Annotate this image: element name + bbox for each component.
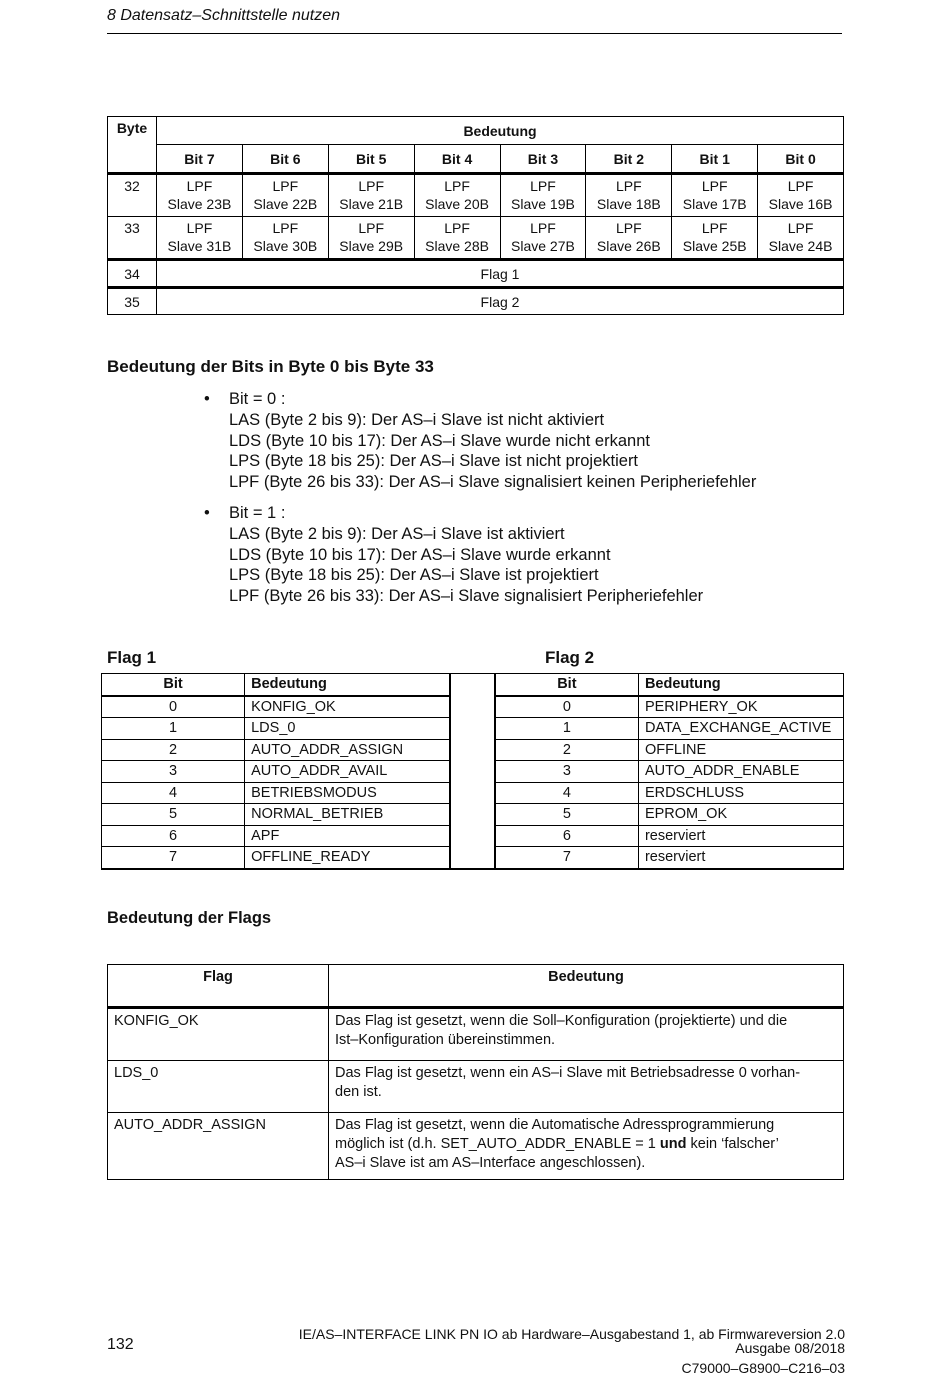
cell-line: LPF [530, 178, 556, 194]
bullet-icon: • [204, 390, 210, 408]
list-item [204, 503, 756, 607]
bit-cell: 3 [102, 761, 245, 783]
flag-cell: Flag 2 [157, 288, 844, 315]
meaning-cell: AUTO_ADDR_ENABLE [638, 761, 843, 783]
cell-line: Slave 17B [682, 196, 747, 212]
cell-line: Slave 24B [768, 238, 833, 254]
bit-cell: 4 [495, 782, 639, 804]
table-row [108, 1113, 844, 1180]
bullet-line: LDS (Byte 10 bis 17): Der AS–i Slave wurde erkannt [229, 545, 611, 564]
footer-edition: Ausgabe 08/2018 [735, 1340, 845, 1356]
bullet-list [204, 389, 756, 617]
bit-cell: 1 [495, 718, 639, 740]
table-row [108, 217, 844, 260]
description-line: den ist. [335, 1084, 382, 1100]
meaning-cell: reserviert [638, 847, 843, 869]
cell-line: LPF [272, 220, 299, 236]
col-meaning-header: Bedeutung [638, 674, 843, 696]
cell-line: LPF [358, 220, 385, 236]
bit-header: Bit 0 [758, 145, 844, 174]
flag-name: AUTO_ADDR_ASSIGN [108, 1113, 329, 1180]
bit-cell: 4 [102, 782, 245, 804]
table-row [108, 288, 844, 315]
cell-line: LPF [444, 220, 470, 236]
bit-header: Bit 2 [586, 145, 672, 174]
bit-cell: 7 [102, 847, 245, 869]
col-meaning-header: Bedeutung [245, 674, 451, 696]
meaning-cell: AUTO_ADDR_AVAIL [245, 761, 451, 783]
meaning-cell: BETRIEBSMODUS [245, 782, 451, 804]
bit-cell: 0 [495, 696, 639, 718]
cell-line: LPF [186, 220, 213, 236]
bit-cell: 5 [102, 804, 245, 826]
cell-line: Slave 22B [253, 196, 318, 212]
meaning-cell: reserviert [638, 825, 843, 847]
description-line: kein ‘falscher’ [686, 1136, 779, 1152]
byte-number: 32 [108, 174, 157, 217]
col-meaning-header: Bedeutung [329, 965, 844, 1008]
cell-line: LPF [701, 220, 728, 236]
meaning-cell: PERIPHERY_OK [638, 696, 843, 718]
table-gap [450, 674, 495, 869]
meaning-cell: LDS_0 [245, 718, 451, 740]
description-line: Ist–Konfiguration übereinstimmen. [335, 1032, 556, 1048]
meaning-cell: NORMAL_BETRIEB [245, 804, 451, 826]
description-line: Das Flag ist gesetzt, wenn die Soll–Konfiguration (projektierte) und die [335, 1013, 788, 1029]
col-bit-header: Bit [102, 674, 245, 696]
emphasis-text: und [659, 1136, 687, 1152]
bit-cell: 5 [495, 804, 639, 826]
cell-line: LPF [787, 178, 814, 194]
meaning-cell: ERDSCHLUSS [638, 782, 843, 804]
section-heading-flags: Bedeutung der Flags [107, 909, 272, 927]
bullet-line: Bit = 0 : [229, 390, 286, 408]
col-byte-header: Byte [108, 117, 157, 174]
bit-header: Bit 5 [328, 145, 414, 174]
flag-name: KONFIG_OK [108, 1008, 329, 1061]
flag1-heading: Flag 1 [107, 648, 157, 667]
table-header-row [102, 674, 844, 696]
meaning-cell: EPROM_OK [638, 804, 843, 826]
cell-line: LPF [787, 220, 814, 236]
flag-table [101, 673, 844, 870]
meaning-cell: AUTO_ADDR_ASSIGN [245, 739, 451, 761]
cell-line: Slave 30B [253, 238, 318, 254]
cell-line: LPF [358, 178, 385, 194]
description-line: Das Flag ist gesetzt, wenn ein AS–i Slave mit Betriebsadresse 0 vorhan- [335, 1065, 801, 1081]
bit-cell: 1 [102, 718, 245, 740]
meaning-cell: KONFIG_OK [245, 696, 451, 718]
bit-header: Bit 3 [500, 145, 586, 174]
page-number: 132 [107, 1336, 134, 1353]
bullet-line: LPS (Byte 18 bis 25): Der AS–i Slave ist nicht projektiert [229, 452, 639, 471]
flag-description [329, 1008, 844, 1061]
bullet-line: LPS (Byte 18 bis 25): Der AS–i Slave ist projektiert [229, 566, 599, 585]
list-item [204, 389, 756, 493]
cell-line: Slave 19B [511, 196, 575, 212]
col-bit-header: Bit [495, 674, 639, 696]
meaning-cell: OFFLINE_READY [245, 847, 451, 869]
meaning-cell: APF [245, 825, 451, 847]
bullet-line: LPF (Byte 26 bis 33): Der AS–i Slave signalisiert keinen Peripheriefehler [229, 473, 757, 492]
description-line: möglich ist (d.h. SET_AUTO_ADDR_ENABLE = 1 [335, 1136, 660, 1152]
cell-line: LPF [272, 178, 299, 194]
footer-order-number: C79000–G8900–C216–03 [681, 1360, 845, 1376]
bit-header: Bit 1 [672, 145, 758, 174]
flag-description [329, 1061, 844, 1113]
description-line: Das Flag ist gesetzt, wenn die Automatische Adressprogrammierung [335, 1117, 775, 1133]
bullet-line: Bit = 1 : [229, 503, 286, 522]
section-heading-bits: Bedeutung der Bits in Byte 0 bis Byte 33 [107, 357, 434, 376]
byte-number: 33 [108, 217, 157, 260]
bullet-line: LAS (Byte 2 bis 9): Der AS–i Slave ist aktiviert [229, 524, 565, 543]
flag-name: LDS_0 [108, 1061, 329, 1113]
header-rule [107, 33, 842, 34]
bit-cell: 3 [495, 761, 639, 783]
bullet-line: LAS (Byte 2 bis 9): Der AS–i Slave ist nicht aktiviert [229, 410, 605, 429]
running-header: 8 Datensatz–Schnittstelle nutzen [107, 7, 341, 24]
table-row [108, 260, 844, 288]
bit-header: Bit 7 [157, 145, 243, 174]
cell-line: Slave 27B [511, 238, 575, 254]
cell-line: Slave 28B [425, 238, 489, 254]
bit-cell: 6 [495, 825, 639, 847]
flag2-heading: Flag 2 [545, 648, 595, 667]
cell-line: LPF [615, 178, 642, 194]
cell-line: Slave 16B [768, 196, 833, 212]
footer-product: IE/AS–INTERFACE LINK PN IO ab Hardware–Ausgabestand 1, ab Firmwareversion 2.0 [298, 1326, 845, 1342]
bit-cell: 2 [102, 739, 245, 761]
bit-header: Bit 4 [414, 145, 500, 174]
cell-line: LPF [444, 178, 470, 194]
table-row [108, 174, 844, 217]
bit-cell: 6 [102, 825, 245, 847]
flag-description [329, 1113, 844, 1180]
cell-line: Slave 20B [425, 196, 489, 212]
meaning-cell: DATA_EXCHANGE_ACTIVE [638, 718, 843, 740]
cell-line: Slave 21B [339, 196, 404, 212]
cell-line: Slave 18B [596, 196, 661, 212]
byte-table [107, 116, 844, 315]
cell-line: Slave 23B [167, 196, 232, 212]
cell-line: Slave 31B [167, 238, 232, 254]
bullet-icon: • [204, 503, 210, 522]
col-flag-header: Flag [108, 965, 329, 1008]
bit-cell: 0 [102, 696, 245, 718]
cell-line: LPF [186, 178, 213, 194]
meaning-cell: OFFLINE [638, 739, 843, 761]
bit-header: Bit 6 [242, 145, 328, 174]
bullet-line: LPF (Byte 26 bis 33): Der AS–i Slave signalisiert Peripheriefehler [229, 587, 704, 606]
bullet-line: LDS (Byte 10 bis 17): Der AS–i Slave wurde nicht erkannt [229, 431, 650, 450]
bit-cell: 2 [495, 739, 639, 761]
flag-meaning-table [107, 964, 844, 1180]
cell-line: Slave 26B [596, 238, 661, 254]
cell-line: Slave 25B [682, 238, 747, 254]
cell-line: LPF [530, 220, 556, 236]
col-meaning-header: Bedeutung [157, 117, 844, 145]
byte-number: 35 [108, 288, 157, 315]
table-row [108, 1061, 844, 1113]
table-row [108, 1008, 844, 1061]
flag-cell: Flag 1 [157, 260, 844, 288]
table-header-row [108, 965, 844, 1008]
cell-line: LPF [701, 178, 728, 194]
byte-number: 34 [108, 260, 157, 288]
bit-cell: 7 [495, 847, 639, 869]
cell-line: Slave 29B [339, 238, 404, 254]
description-line: AS–i Slave ist am AS–Interface angeschlossen). [335, 1155, 646, 1171]
cell-line: LPF [615, 220, 642, 236]
